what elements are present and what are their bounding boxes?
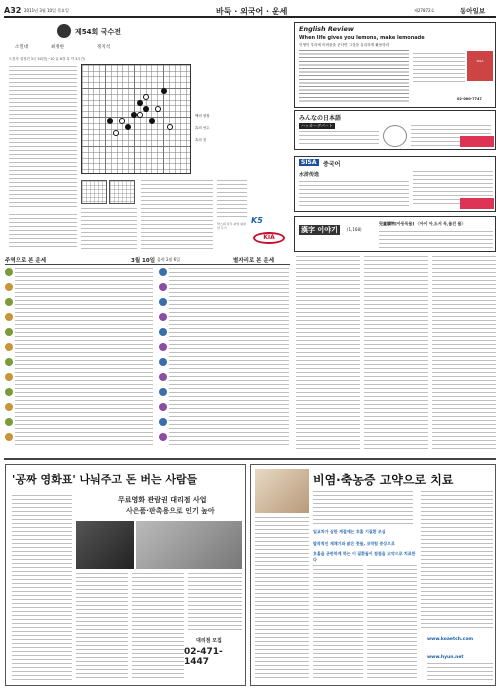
japanese-body [299,131,379,147]
white-stone [167,124,173,130]
zodiac-icon [159,418,167,426]
ad-left-body-4 [188,573,242,633]
zodiac-icon [159,373,167,381]
fortune-rule [5,264,290,265]
ad-right-body-4 [421,491,493,631]
hanja-body-2 [364,256,428,452]
english-body-2 [413,53,465,83]
hanja-body-3 [432,256,496,452]
japanese-title: みんなの日本語 [299,115,342,122]
black-stone [107,118,113,124]
baduk-text-col-2 [81,208,137,250]
ad-contact-label: 대리점 모집 [196,638,222,644]
black-stone [143,106,149,112]
header-date: 2011년 3월 10일 목요일 [24,8,69,13]
ad-right-line-3: 호흡을 곤란하게 하는 이 질환들이 점점을 고약으로 치료한다 [313,551,416,562]
fortune-icon [5,313,13,321]
ad-left-body-3 [132,573,184,681]
fortune-icon [5,358,13,366]
player-black: 소밀대 [15,45,29,50]
sisa-brand: SISA [301,159,317,166]
fortune-icon [5,433,13,441]
zodiac-icon [159,343,167,351]
section-title: 바둑 · 외국어 · 운세 [216,7,288,16]
sponsor-logo-kia: KIA [253,232,285,244]
fortune-icon [5,283,13,291]
fortune-icon [5,418,13,426]
fortune-list-right [159,268,290,452]
hanja-number: (1,168) [347,227,362,232]
fortune-title: 주역으로 본 운세 [5,258,47,264]
board-label-3: 흑의 진 [195,138,207,142]
ad-photo-2 [136,521,242,569]
ad-right-photo [255,469,309,513]
japanese-illustration [383,125,407,147]
baduk-logo-icon [57,24,71,38]
go-board [81,64,191,174]
white-stone [137,112,143,118]
diagram-1 [81,180,107,204]
zodiac-icon [159,283,167,291]
english-subtitle: When life gives you lemons, make lemonade [299,35,425,41]
ad-right-url[interactable]: www.koaetch.com [427,637,474,642]
ad-right-line-1: 일교차가 심한 계절에는 호흡 기질환 조심 [313,529,386,534]
fortune-icon [5,298,13,306]
zodiac-text [169,268,289,448]
fortune-icon [5,343,13,351]
english-body [299,50,409,104]
players-row [5,44,143,52]
fortune-lunar: 음력 2월 6일 [157,257,181,262]
board-label-2: 흑의 선수 [195,126,210,130]
ad-right-contact [427,663,493,681]
zodiac-icon [159,388,167,396]
ad-right-headline: 비염·축농증 고약으로 치료 [313,473,454,487]
black-stone [137,100,143,106]
black-stone [161,88,167,94]
sisa-label: 중국어 [323,161,341,168]
ad-left-body-2 [76,573,128,681]
rhinitis-ad [250,464,496,686]
fortune-list-left [5,268,155,452]
hanja-section [294,216,496,252]
ad-subhead-1: 무료영화 관람권 대리점 사업 [118,496,207,504]
ad-right-body-1 [255,517,309,681]
board-label-1: 백의 양장 [195,114,210,118]
fortune-date: 3월 10일 [131,258,156,264]
english-review [294,22,496,108]
diagram-2 [109,180,135,204]
fortune-section [5,256,290,454]
english-ad-badge: SISA [467,51,493,81]
white-stone [155,106,161,112]
ad-right-body-3 [367,565,417,681]
fortune-icon [5,403,13,411]
ad-left-body-1 [12,495,72,681]
english-title: English Review [299,25,354,33]
hanja-heading: 兒童讀物[아동독물] 〈아이 아,도서 독,물건 물〉 [379,221,466,226]
zodiac-icon [159,358,167,366]
english-subtitle-kr: 인생이 우리에 어려움을 준다면 그것을 유리하게 활용하라 [299,43,390,47]
ad-headline: '공짜 영화표' 나눠주고 돈 버는 사람들 [12,473,198,486]
baduk-text-col-3 [141,180,213,250]
fortune-icon [5,388,13,396]
ad-phone[interactable]: 02-471-1447 [184,647,223,667]
black-stone [125,124,131,130]
baduk-title-box [57,24,137,38]
ad-right-url-2[interactable]: www.hyun.net [427,655,464,660]
fortune-icon [5,373,13,381]
baduk-section [5,22,290,252]
zodiac-icon [159,298,167,306]
page-header [4,6,496,18]
ad-right-line-2: 발작적인 재채기와 맑은 콧물, 코막힘 증상으로 [313,541,395,546]
black-stone [149,118,155,124]
zodiac-icon [159,433,167,441]
issue-number: 제27872호 [414,8,435,13]
japanese-topic: ハッカーデパート [301,123,333,128]
fortune-icon [5,328,13,336]
ad-right-intro [313,491,413,527]
fortune-icon [5,268,13,276]
player-tag-2: 정지석 [97,45,111,50]
zodiac-title: 별자리로 본 운세 [233,258,275,264]
player-tag-1: 최정한 [51,45,65,50]
baduk-subtitle: 도전자 결정전 3국 3회전(~10 유 6점 흑 약 3시간) [9,57,86,61]
hanja-meaning [379,231,493,249]
chinese-lesson: 水浒传选 [299,172,320,178]
page-number: A32 [4,6,22,15]
white-stone [113,130,119,136]
white-stone [143,94,149,100]
hanja-body-1 [296,256,360,452]
baduk-text-col-4 [217,180,247,220]
fortune-text-left [15,268,153,448]
movie-ticket-ad [5,464,246,686]
zodiac-icon [159,313,167,321]
chinese-ad [460,198,494,209]
zodiac-icon [159,403,167,411]
english-phone: 02-000-7747 [457,97,482,101]
baduk-body-text-2 [9,214,77,250]
ad-divider [4,458,496,460]
chinese-body [299,181,409,209]
baduk-body-text [9,66,77,208]
ad-subhead-2: 사은품·판촉용으로 인기 높아 [126,507,215,515]
white-stone [119,118,125,124]
newspaper-logo: 동아일보 [460,7,486,15]
hanja-title: 漢字 이야기 [301,226,338,234]
zodiac-icon [159,268,167,276]
sponsor-logo-ks: K5 [251,216,263,225]
ad-photo [76,521,134,569]
baduk-caption: 박스의 다각 최영 위대한 무기 [217,222,246,230]
zodiac-icon [159,328,167,336]
ad-right-body-2 [313,565,363,681]
japanese-ad [460,136,494,147]
baduk-title: 제54회 국수전 [75,28,121,36]
